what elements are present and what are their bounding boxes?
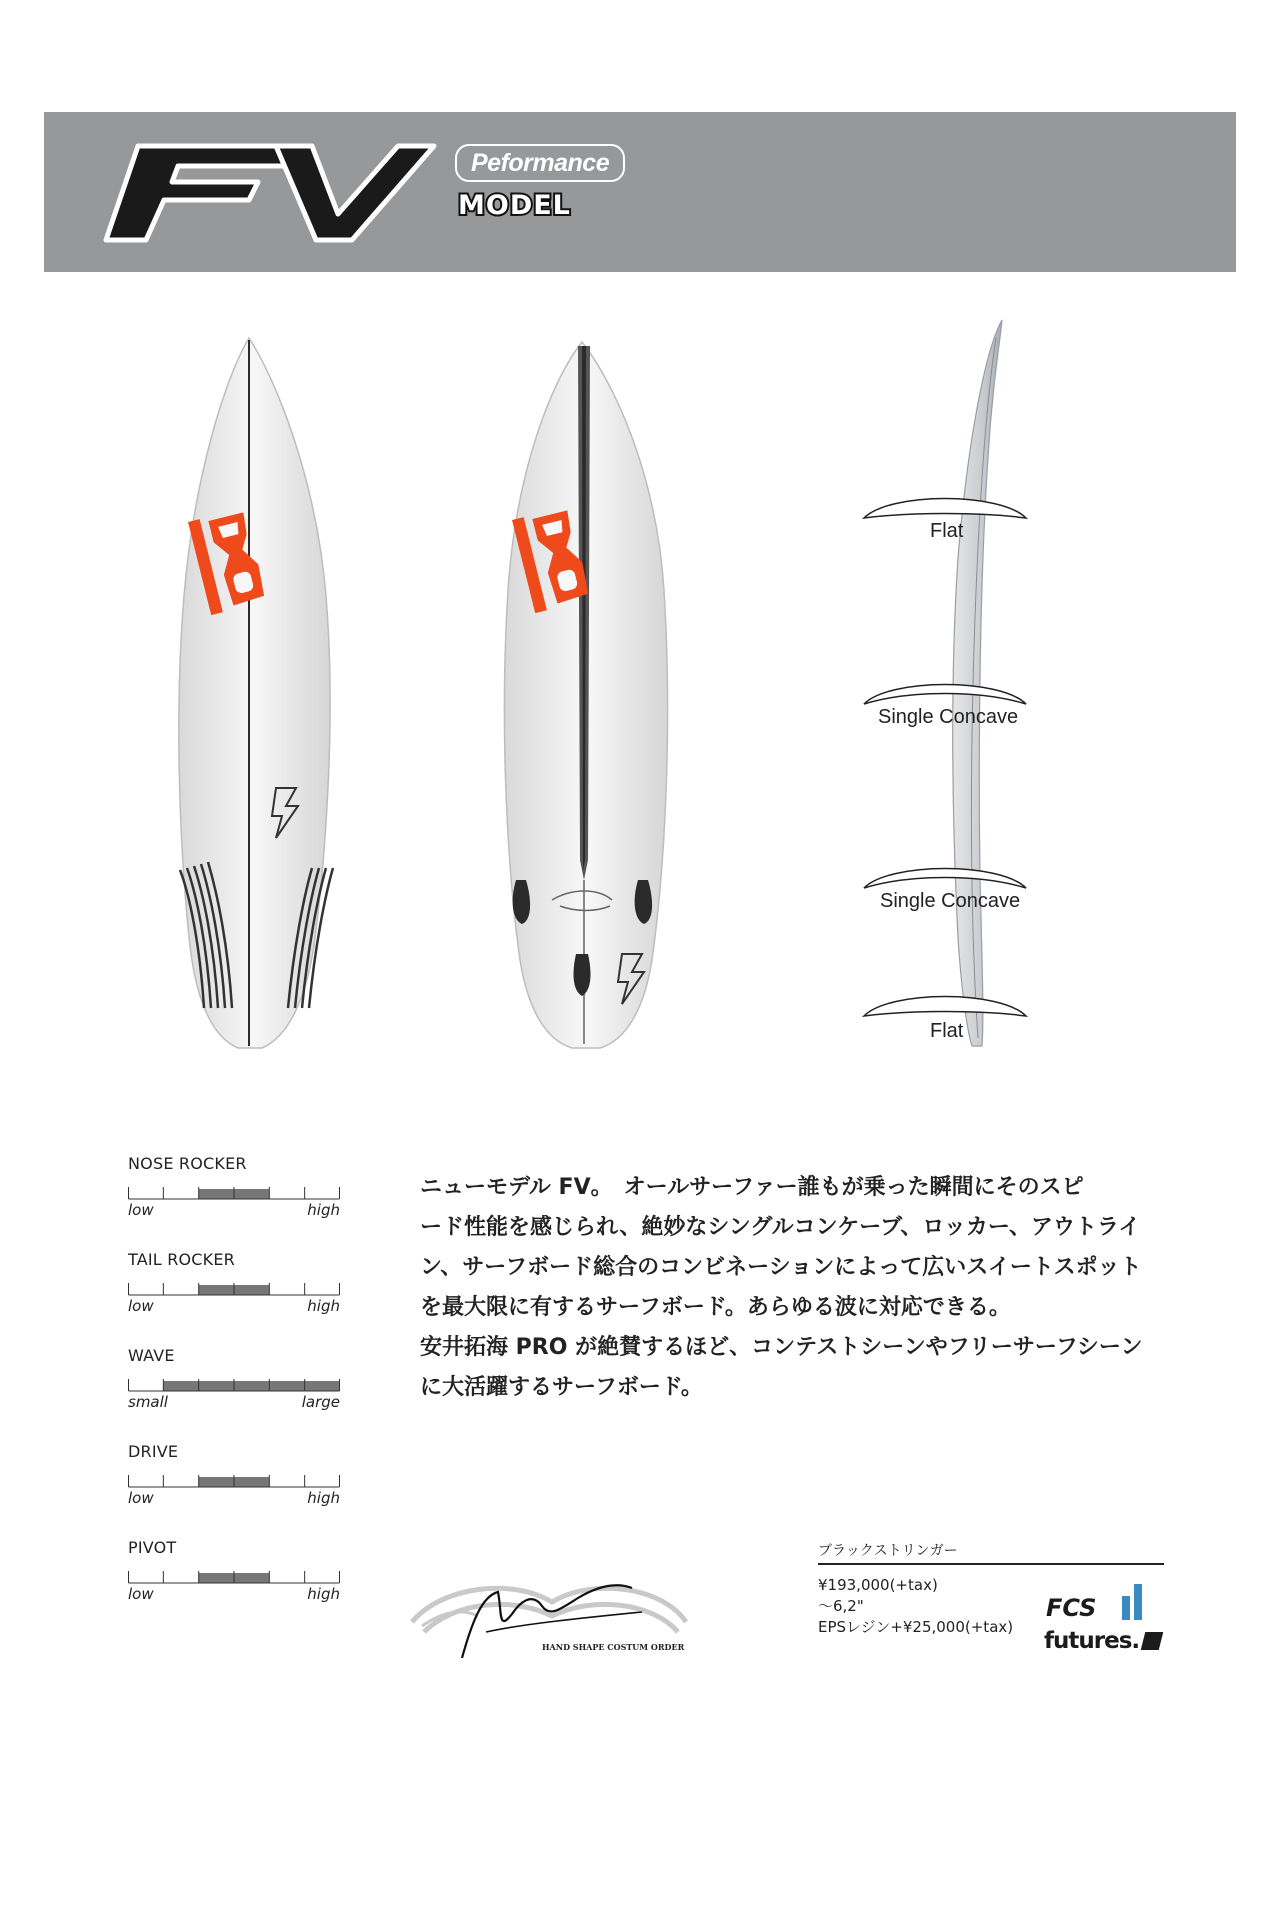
rating-ends — [128, 1489, 340, 1509]
rating-low-label: low — [128, 1585, 154, 1603]
rating-scale — [128, 1373, 340, 1393]
rating-title: NOSE ROCKER — [128, 1154, 247, 1173]
rating-fill-segment — [234, 1189, 269, 1199]
price-line: EPSレジン+¥25,000(+tax) — [818, 1618, 1014, 1636]
description-line: を最大限に有するサーフボード。あらゆる波に対応できる。 — [420, 1295, 1011, 1320]
rating-scale-svg — [128, 1277, 340, 1297]
rating-fill-segment — [163, 1381, 198, 1391]
rating-drive — [128, 1442, 340, 1509]
rating-wave — [128, 1346, 340, 1413]
rating-high-label: high — [307, 1297, 340, 1315]
fcs-text: FCS — [1046, 1594, 1097, 1622]
rating-low-label: low — [128, 1297, 154, 1315]
rating-tail-rocker — [128, 1250, 340, 1317]
rail-label-middle: Single Concave — [880, 890, 1021, 912]
rating-scale-svg — [128, 1565, 340, 1585]
rating-ends — [128, 1585, 340, 1605]
shaper-signature-logo — [402, 1572, 692, 1664]
fcs-logo — [1046, 1582, 1150, 1622]
rating-ends — [128, 1201, 340, 1221]
rating-ends — [128, 1393, 340, 1413]
rail-label-tail: Flat — [930, 1020, 964, 1042]
price-line: ¥193,000(+tax) — [818, 1576, 938, 1594]
futures-logo — [1044, 1628, 1161, 1654]
description-line: ン、サーフボード総合のコンビネーションによって広いスイートスポット — [420, 1255, 1142, 1280]
rating-high-label: high — [307, 1585, 340, 1603]
rating-fill-segment — [234, 1573, 269, 1583]
price-line: 〜6,2" — [818, 1597, 864, 1615]
rating-scale — [128, 1565, 340, 1585]
description-line: に大活躍するサーフボード。 — [420, 1375, 703, 1400]
rating-high-label: high — [307, 1489, 340, 1507]
rating-fill-segment — [199, 1573, 234, 1583]
rating-title: TAIL ROCKER — [128, 1250, 235, 1269]
futures-text: futures. — [1044, 1628, 1140, 1654]
rating-scale — [128, 1277, 340, 1297]
rating-high-label: high — [307, 1201, 340, 1219]
futures-f-icon — [1141, 1632, 1163, 1650]
model-wordmark: MODEL — [458, 190, 571, 221]
rating-scale — [128, 1181, 340, 1201]
rating-fill-segment — [199, 1189, 234, 1199]
rating-low-label: low — [128, 1201, 154, 1219]
rating-fill-segment — [234, 1285, 269, 1295]
description-line: 安井拓海 PRO が絶賛するほど、コンテストシーンやフリーサーフシーン — [420, 1335, 1143, 1360]
performance-badge: Peformance — [455, 144, 625, 182]
rating-fill-segment — [305, 1381, 340, 1391]
rail-label-nose: Flat — [930, 520, 964, 542]
rating-pivot — [128, 1538, 340, 1605]
description — [420, 1168, 1200, 1408]
description-line: ード性能を感じられ、絶妙なシングルコンケーブ、ロッカー、アウトライ — [420, 1215, 1141, 1240]
rating-fill-segment — [199, 1285, 234, 1295]
rating-nose-rocker — [128, 1154, 340, 1221]
rating-low-label: small — [128, 1393, 168, 1411]
rating-low-label: low — [128, 1489, 154, 1507]
header-band — [44, 112, 1236, 272]
price-title: ブラックストリンガー — [818, 1540, 1164, 1565]
description-line: ニューモデル FV。 オールサーファー誰もが乗った瞬間にそのスピ — [420, 1175, 1084, 1200]
board-deck-image — [176, 336, 344, 1052]
rating-title: PIVOT — [128, 1538, 177, 1557]
rating-scale-svg — [128, 1469, 340, 1489]
rating-fill-segment — [269, 1381, 304, 1391]
rating-scale-svg — [128, 1181, 340, 1201]
rating-title: DRIVE — [128, 1442, 179, 1461]
rating-scale-svg — [128, 1373, 340, 1393]
rail-cross-sections — [860, 490, 1030, 1020]
fv-logo — [98, 138, 438, 248]
rating-fill-segment — [199, 1477, 234, 1487]
rating-fill-segment — [234, 1477, 269, 1487]
rating-title: WAVE — [128, 1346, 175, 1365]
rail-label-front: Single Concave — [878, 706, 1019, 728]
rating-scale — [128, 1469, 340, 1489]
svg-text:HAND SHAPE COSTUM ORDER: HAND SHAPE COSTUM ORDER — [542, 1642, 685, 1652]
rating-ends — [128, 1297, 340, 1317]
board-bottom-image — [502, 340, 672, 1052]
rating-fill-segment — [199, 1381, 234, 1391]
rating-fill-segment — [234, 1381, 269, 1391]
rating-high-label: large — [301, 1393, 340, 1411]
